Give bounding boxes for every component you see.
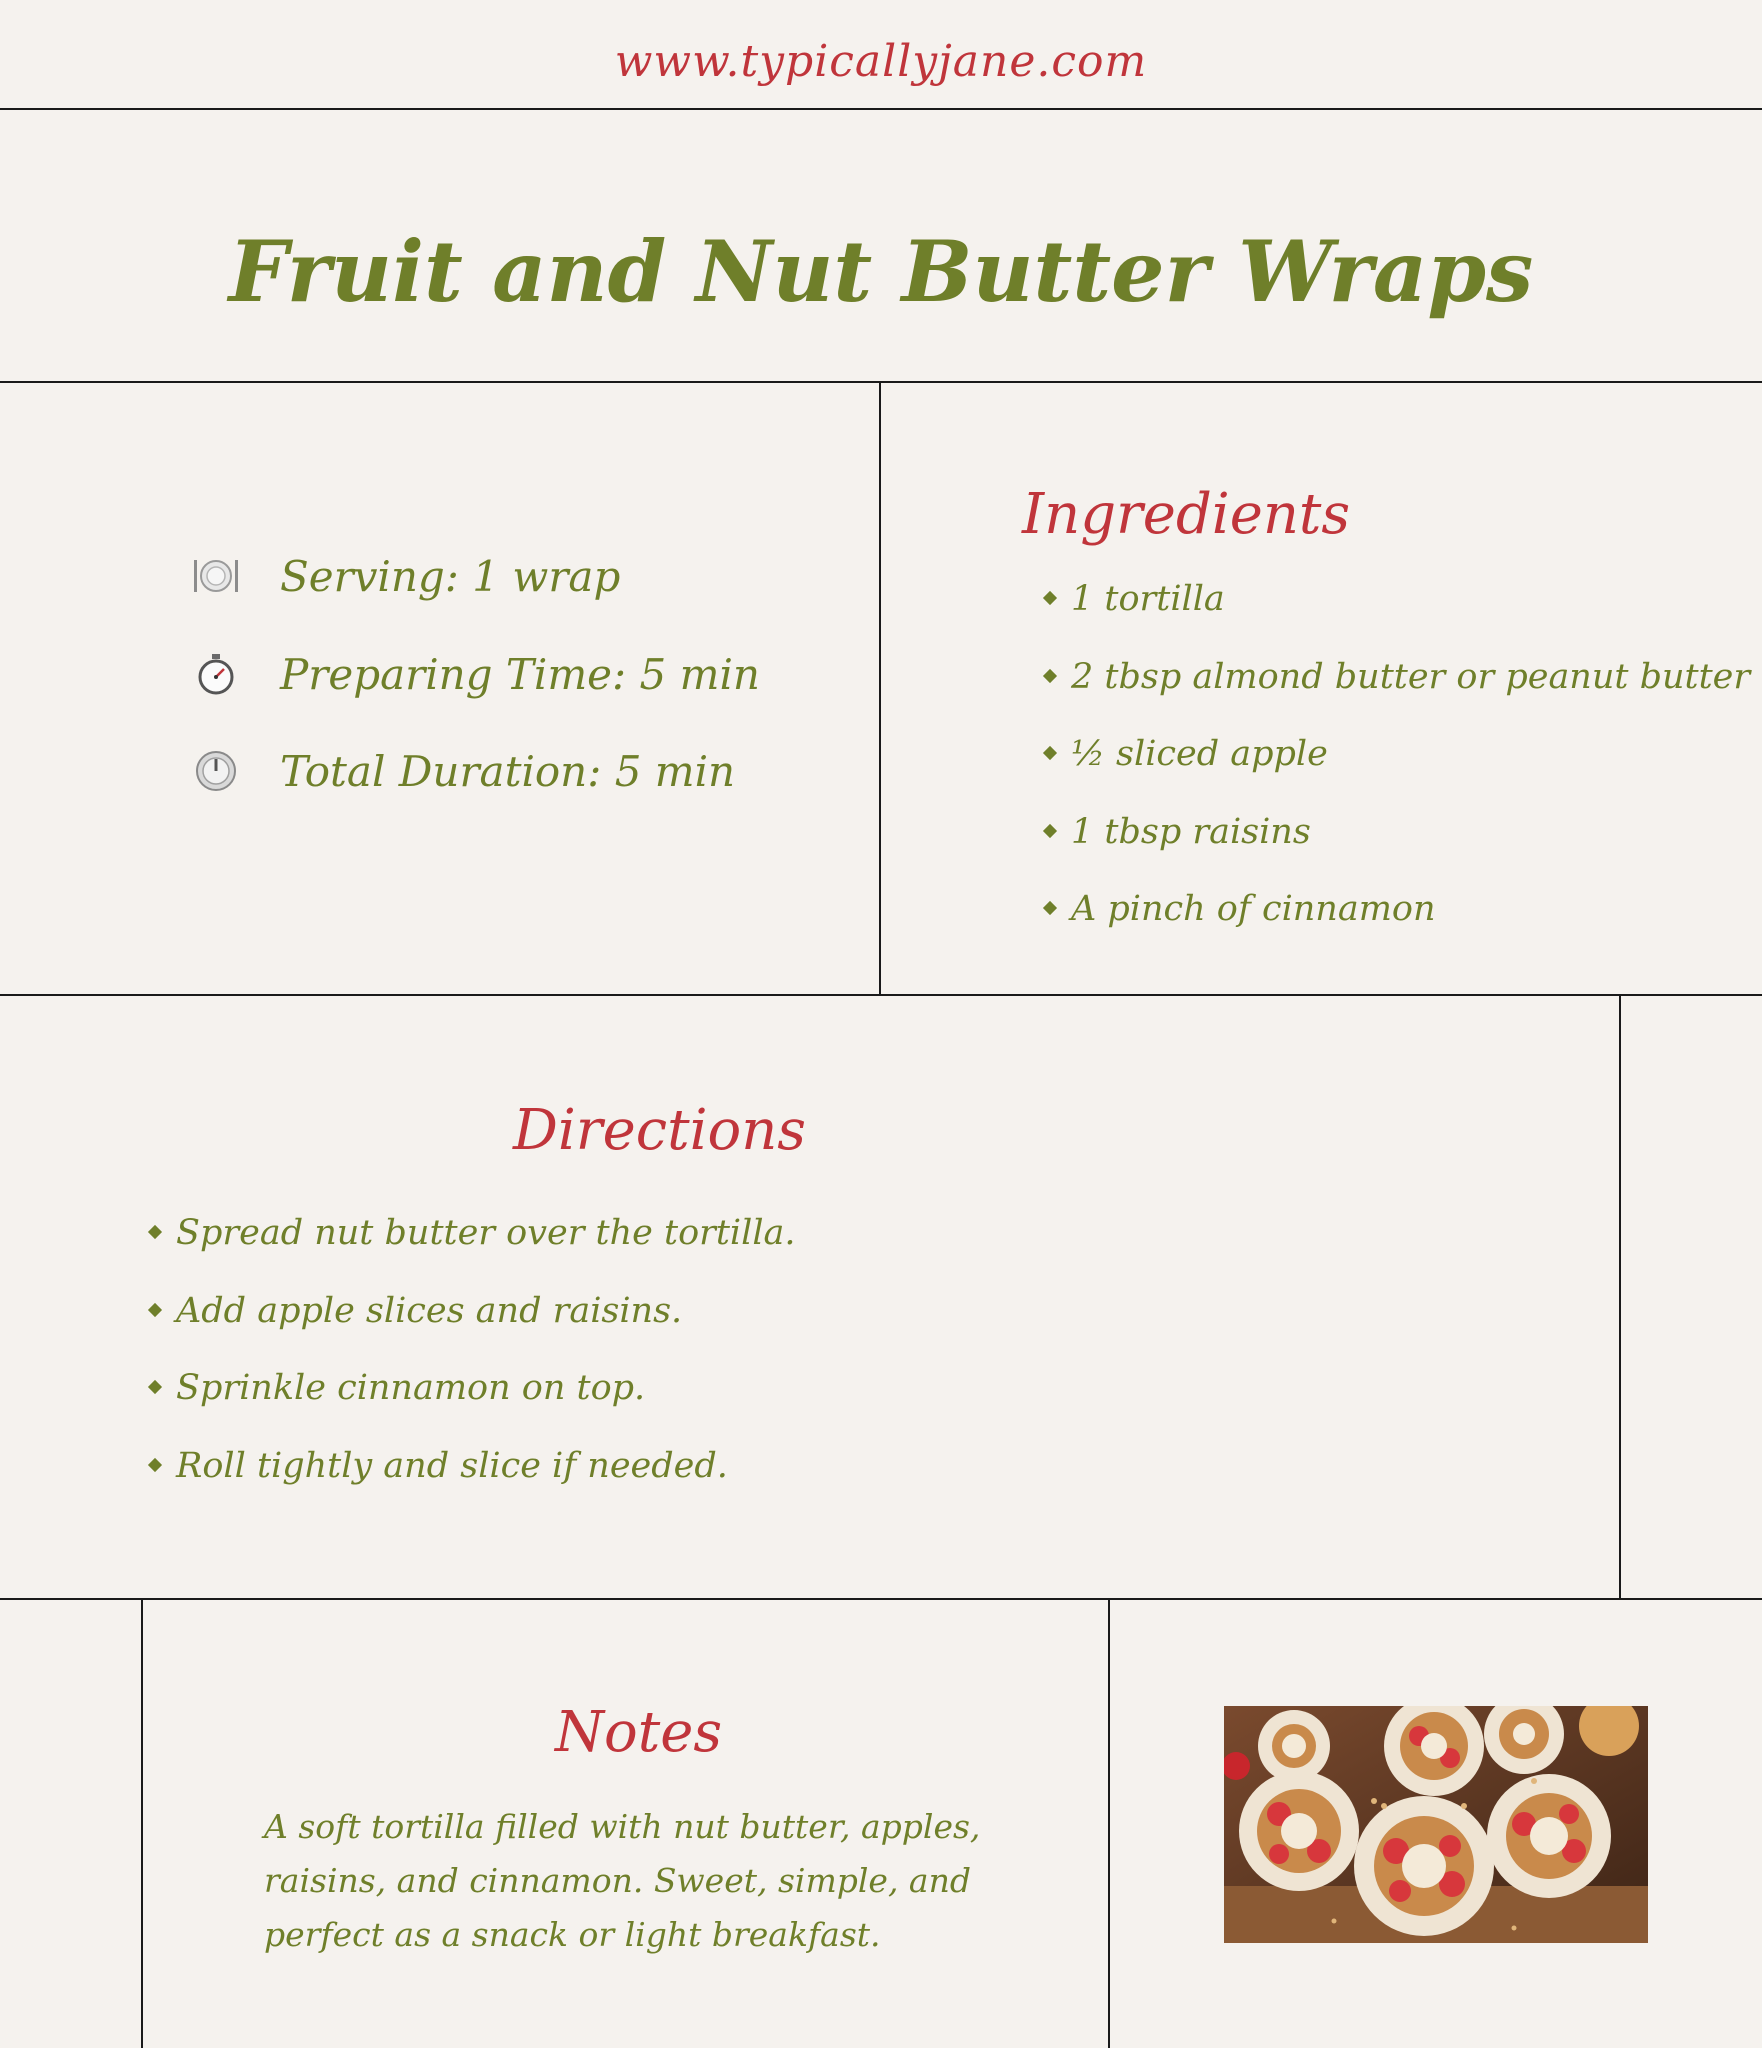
column-divider	[1108, 1599, 1110, 2048]
ingredient-item: 1 tortilla	[1043, 578, 1750, 656]
timer-icon	[190, 745, 242, 797]
divider	[0, 994, 1762, 996]
divider	[0, 381, 1762, 383]
column-divider	[879, 382, 881, 995]
notes-heading: Notes	[555, 1700, 723, 1765]
stopwatch-icon	[190, 648, 242, 700]
ingredient-item: A pinch of cinnamon	[1043, 888, 1750, 966]
ingredient-item: ½ sliced apple	[1043, 733, 1750, 811]
directions-heading: Directions	[513, 1098, 807, 1163]
serving-row	[190, 546, 620, 606]
recipe-title: Fruit and Nut Butter Wraps	[228, 222, 1534, 321]
serving-text: Serving: 1 wrap	[280, 551, 621, 601]
direction-item: Spread nut butter over the tortilla.	[148, 1212, 796, 1290]
direction-item: Roll tightly and slice if needed.	[148, 1445, 796, 1523]
preparing-time-row	[190, 644, 760, 704]
direction-item: Add apple slices and raisins.	[148, 1290, 796, 1368]
preparing-time-text: Preparing Time: 5 min	[280, 649, 760, 699]
total-duration-row	[190, 741, 735, 801]
divider	[0, 108, 1762, 110]
ingredients-list	[1043, 578, 1750, 966]
column-divider	[141, 1599, 143, 2048]
wraps-photo	[1224, 1706, 1648, 1943]
notes-text: A soft tortilla filled with nut butter, apples, raisins, and cinnamon. Sweet, simple, and perfect as a snack or light breakfast.	[264, 1807, 981, 1954]
ingredient-item: 2 tbsp almond butter or peanut butter	[1043, 656, 1750, 734]
ingredient-item: 1 tbsp raisins	[1043, 811, 1750, 889]
total-duration-text: Total Duration: 5 min	[280, 746, 736, 796]
direction-item: Sprinkle cinnamon on top.	[148, 1367, 796, 1445]
directions-list	[148, 1212, 796, 1522]
divider	[0, 1598, 1762, 1600]
plate-icon	[190, 550, 242, 602]
site-url[interactable]: www.typicallyjane.com	[614, 36, 1148, 87]
column-divider	[1619, 995, 1621, 1599]
ingredients-heading: Ingredients	[1022, 482, 1351, 547]
